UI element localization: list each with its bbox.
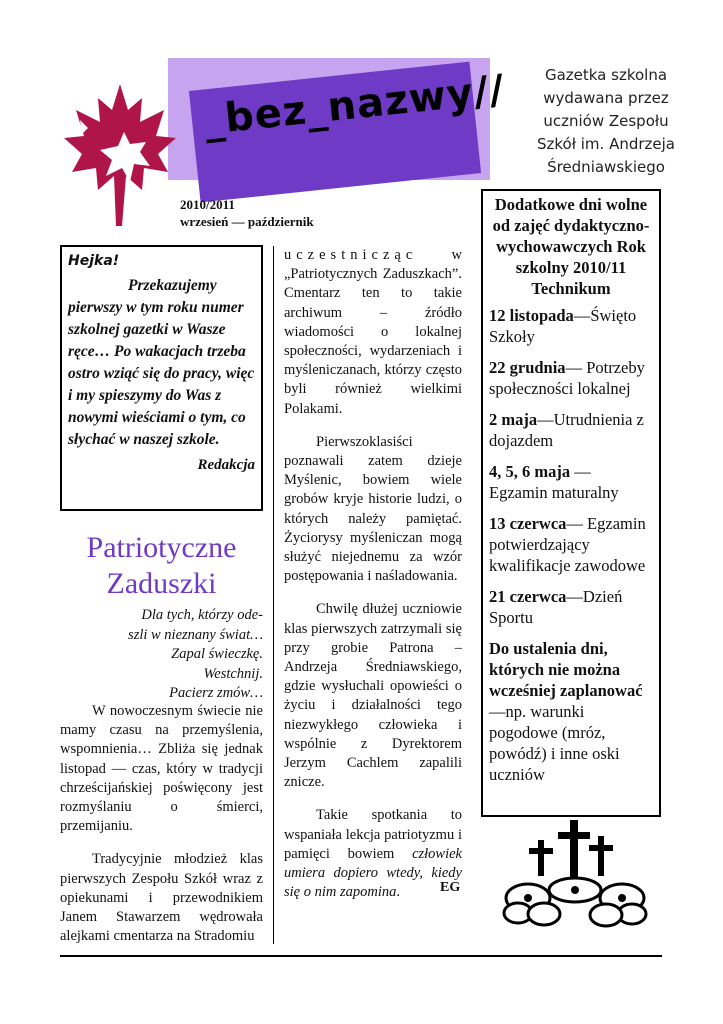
article-title: Patriotyczne Zaduszki: [86, 531, 237, 600]
article-poem: [60, 606, 263, 704]
days-off-entry: [489, 586, 653, 628]
entry-date: 2 maja: [489, 410, 538, 429]
article-column-2: [284, 246, 462, 917]
article-paragraph: W nowoczesnym świecie nie mamy czasu na przemyślenia, wspomnienia… Zbliża się jednak listopad — czas, który w tradycji chrześcijańskiej poświęcony jest rozmyślaniu o śmierci, przemijaniu.: [60, 703, 263, 835]
days-off-entry: [489, 638, 653, 785]
column-divider: [273, 246, 274, 944]
article-paragraph: Tradycyjnie młodzież klas pierwszych Zespołu Szkół wraz z opiekunami i przewodnikiem Janem Stawarzem wędrowała alejkami cmentarza na Stradomiu: [60, 851, 263, 945]
crosses-flowers-icon: [500, 818, 650, 930]
article-lead-word: uczestnicząc: [284, 247, 418, 263]
bottom-rule: [60, 955, 662, 957]
issue-months: wrzesień — październik: [180, 214, 314, 229]
article-paragraph: Pierwszoklasiści poznawali zatem dzieje Myślenic, bowiem wiele grobów kryje historie ludzi, o których należy pamiętać. Życiorysy myśleniczan mogą służyć niejednemu za wzór postępowania i naśladowania.: [284, 433, 462, 585]
closing-quote: człowiek umiera dopiero wtedy, kiedy się o nim zapomina: [284, 845, 462, 901]
days-off-box: [481, 189, 661, 817]
tagline-line: Średniawskiego: [547, 158, 665, 176]
welcome-signature: Redakcja: [197, 457, 255, 473]
entry-desc: — Egzamin maturalny: [489, 462, 619, 502]
tagline-line: Gazetka szkolna: [544, 66, 668, 84]
days-off-entry: [489, 357, 653, 399]
entry-date: Do ustalenia dni, których nie można wcześniej zaplanować: [489, 639, 643, 700]
entry-desc: —Dzień Sportu: [489, 587, 623, 627]
entry-date: 21 czerwca: [489, 587, 567, 606]
closing-end: .: [396, 884, 400, 901]
article-paragraph: Chwilę dłużej uczniowie klas pierwszych zatrzymali się przy grobie Patrona – Andrzeja Średniawskiego, gdzie wysłuchali opowieści o życiu i działalności tego niezwykłego człowieka i wspólnie z Dyrektorem Jerzym Cachlem zapalili znicze.: [284, 601, 462, 791]
days-off-heading: Dodatkowe dni wolne od zajęć dydaktyczno-wychowawczych Rok szkolny 2010/11 Technikum: [492, 195, 650, 298]
entry-desc: —Święto Szkoły: [489, 306, 637, 346]
poem-line: Dla tych, którzy ode-: [141, 607, 263, 623]
tagline-line: Szkół im. Andrzeja: [537, 135, 675, 153]
tagline-line: wydawana przez: [543, 89, 669, 107]
welcome-box: [60, 245, 263, 511]
issue-info: [180, 196, 360, 230]
entry-date: 12 listopada: [489, 306, 574, 325]
newspaper-title: _bez_nazwy//: [201, 66, 508, 144]
entry-desc: — Potrzeby społeczności lokalnej: [489, 358, 645, 398]
poem-line: Westchnij.: [203, 665, 263, 682]
entry-desc: — Egzamin potwierdzający kwalifikacje zawodowe: [489, 514, 646, 575]
poem-line: Pacierz zmów…: [169, 685, 263, 701]
article-column-1: [60, 702, 263, 960]
days-off-entry: [489, 461, 653, 503]
entry-date: 4, 5, 6 maja: [489, 462, 571, 481]
article-closing-paragraph: [284, 806, 462, 902]
days-off-entry: [489, 513, 653, 576]
closing-text: Takie spotkania to wspaniała lekcja patriotyzmu i pamięci bowiem: [284, 807, 462, 862]
tagline-line: uczniów Zespołu: [543, 112, 669, 130]
days-off-entry: [489, 305, 653, 347]
tagline: [506, 64, 706, 179]
welcome-greeting: Hejka!: [68, 253, 120, 269]
entry-desc: —np. warunki pogodowe (mróz, powódź) i inne oski uczniów: [489, 702, 620, 784]
entry-date: 22 grudnia: [489, 358, 566, 377]
welcome-text: Przekazujemy pierwszy w tym roku numer szkolnej gazetki w Wasze ręce… Po wakacjach trzeba ostro wziąć się do pracy, więc i my spieszymy do Was z nowymi wieściami o tym, co słychać w naszej szkole.: [68, 277, 255, 448]
issue-year: 2010/2011: [180, 197, 235, 212]
article-author: EG: [440, 880, 461, 895]
article-paragraph: w „Patriotycznych Zaduszkach”. Cmentarz ten to takie archiwum – źródło wiadomości o lokalnej społeczności, wydarzeniach i myśleniczanach, którzy często byli również wielkimi Polakami.: [284, 247, 462, 417]
entry-date: 13 czerwca: [489, 514, 567, 533]
maple-leaf-icon: [60, 80, 180, 230]
days-off-entry: [489, 409, 653, 451]
entry-desc: —Utrudnienia z dojazdem: [489, 410, 644, 450]
poem-line: szli w nieznany świat…: [128, 626, 263, 643]
poem-line: Zapal świeczkę.: [171, 646, 263, 662]
